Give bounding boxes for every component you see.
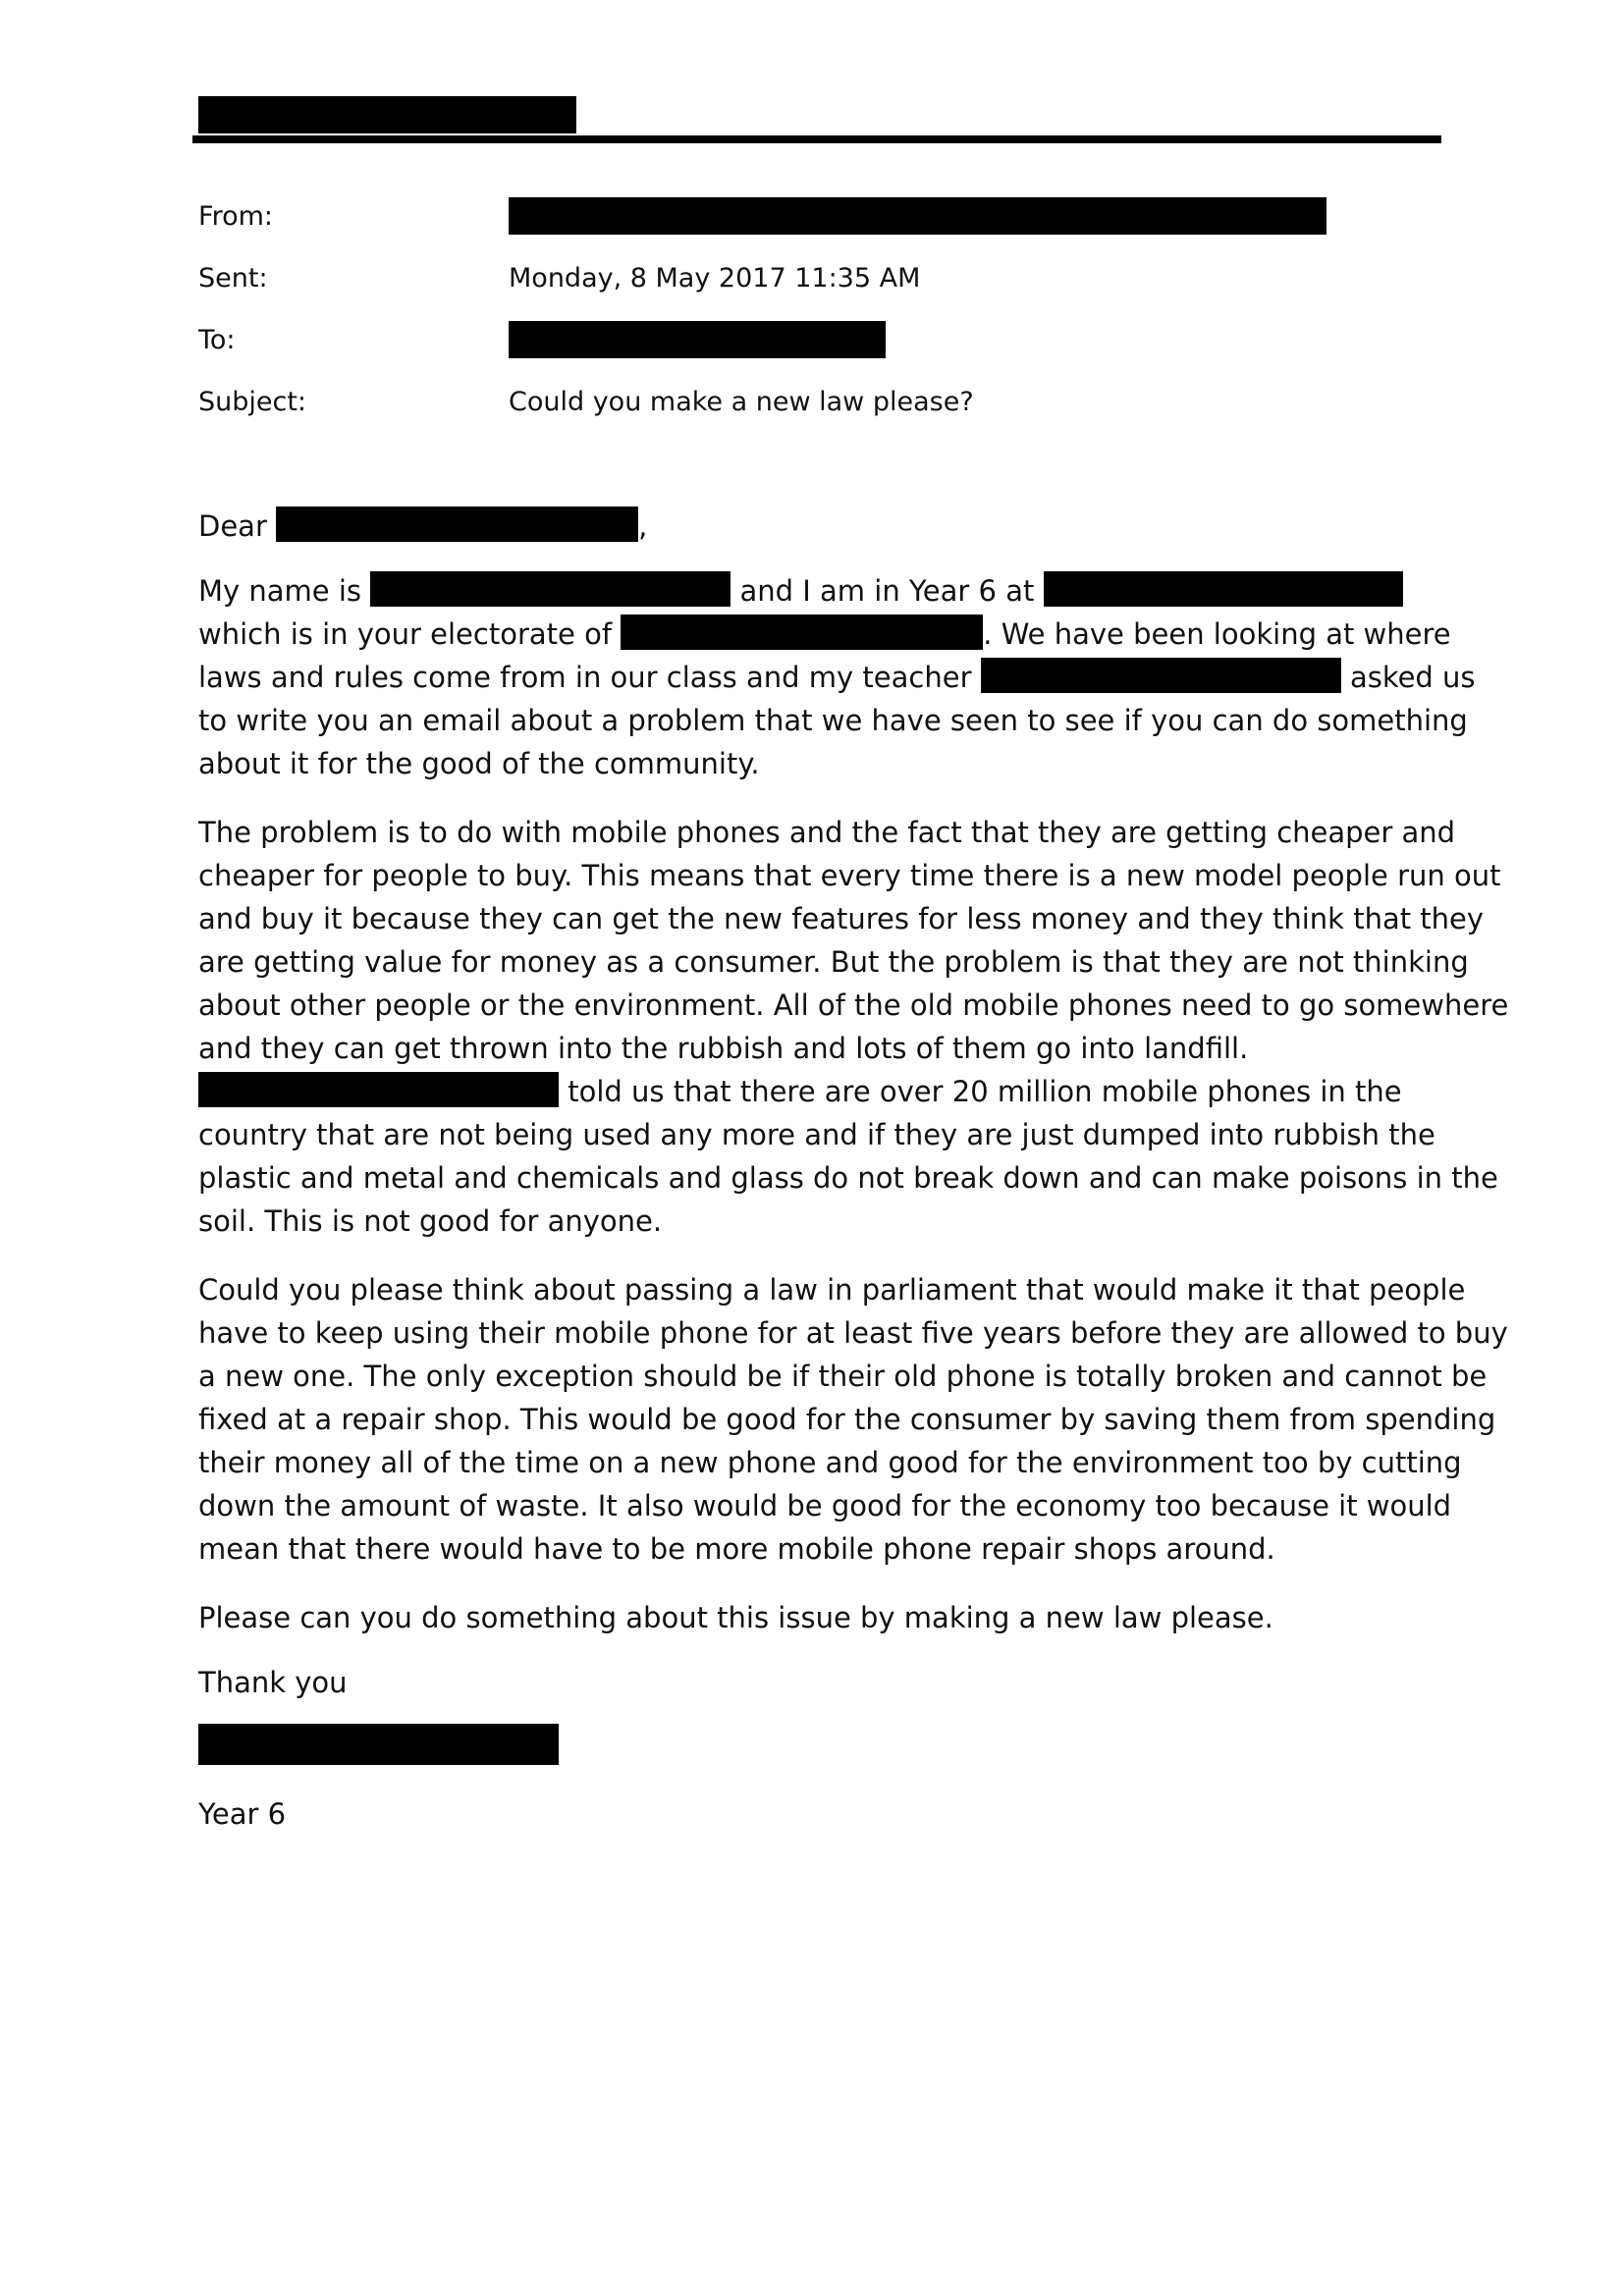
subject-label: Subject: <box>198 387 307 417</box>
greeting <box>198 505 1450 548</box>
p1-text: and I am in Year 6 at <box>739 574 1035 608</box>
p1-text: laws and rules come from in our class and my teacher <box>198 661 972 694</box>
p2-text: and buy it because they can get the new features for less money and they think that they <box>198 902 1485 935</box>
closing <box>198 1661 1450 1704</box>
p3-text: fixed at a repair shop. This would be good for the consumer by saving them from spending <box>198 1403 1496 1436</box>
signoff-year <box>198 1792 1450 1836</box>
paragraph-2 <box>198 811 1509 1243</box>
p3-text: their money all of the time on a new phone and good for the environment too by cutting <box>198 1446 1462 1479</box>
redacted-teacher-name <box>198 1072 559 1107</box>
paragraph-1 <box>198 569 1476 785</box>
paragraph-3 <box>198 1268 1508 1571</box>
p1-text: about it for the good of the community. <box>198 747 760 780</box>
greeting-text: Dear <box>198 509 267 543</box>
sent-label: Sent: <box>198 263 268 294</box>
p3-text: a new one. The only exception should be if their old phone is totally broken and cannot be <box>198 1360 1488 1393</box>
redacted-sender-name-header <box>198 96 576 133</box>
p2-text: cheaper for people to buy. This means that every time there is a new model people run out <box>198 859 1501 892</box>
p2-text: The problem is to do with mobile phones and the fact that they are getting cheaper and <box>198 816 1456 849</box>
redacted-school-name <box>1044 571 1403 607</box>
header-divider <box>192 135 1441 143</box>
p3-text: have to keep using their mobile phone for at least five years before they are allowed to buy <box>198 1316 1508 1350</box>
p1-text: My name is <box>198 574 362 608</box>
p2-text: soil. This is not good for anyone. <box>198 1204 663 1238</box>
to-label: To: <box>198 325 236 355</box>
paragraph-4 <box>198 1596 1450 1639</box>
p2-text: and they can get thrown into the rubbish and lots of them go into landfill. <box>198 1032 1249 1065</box>
p1-text: . We have been looking at where <box>983 617 1451 651</box>
signoff-year-text: Year 6 <box>198 1797 287 1831</box>
redacted-signature-name <box>198 1724 559 1765</box>
from-label: From: <box>198 201 273 232</box>
p1-text: to write you an email about a problem that we have seen to see if you can do something <box>198 704 1468 737</box>
p2-text: told us that there are over 20 million mobile phones in the <box>568 1075 1402 1108</box>
redacted-recipient-name <box>276 507 638 542</box>
subject-value: Could you make a new law please? <box>509 387 974 417</box>
redacted-electorate <box>621 614 983 650</box>
p1-text: which is in your electorate of <box>198 617 613 651</box>
p1-text: asked us <box>1349 661 1476 694</box>
redacted-student-name <box>370 571 731 607</box>
redacted-to-address <box>509 321 886 366</box>
p2-text: plastic and metal and chemicals and glass do not break down and can make poisons in the <box>198 1161 1498 1195</box>
redacted-from-address <box>509 197 1326 242</box>
p2-text: country that are not being used any more and if they are just dumped into rubbish the <box>198 1118 1435 1151</box>
p3-text: mean that there would have to be more mobile phone repair shops around. <box>198 1532 1275 1566</box>
p2-text: are getting value for money as a consumer. But the problem is that they are not thinking <box>198 945 1469 979</box>
greeting-comma: , <box>638 509 648 543</box>
p3-text: down the amount of waste. It also would be good for the economy too because it would <box>198 1489 1452 1522</box>
redacted-teacher-name <box>981 658 1341 693</box>
p2-text: about other people or the environment. All of the old mobile phones need to go somewhere <box>198 988 1509 1022</box>
closing-text: Thank you <box>198 1666 348 1699</box>
p4-text: Please can you do something about this issue by making a new law please. <box>198 1601 1273 1634</box>
sent-value: Monday, 8 May 2017 11:35 AM <box>509 263 921 294</box>
p3-text: Could you please think about passing a law in parliament that would make it that people <box>198 1273 1466 1307</box>
